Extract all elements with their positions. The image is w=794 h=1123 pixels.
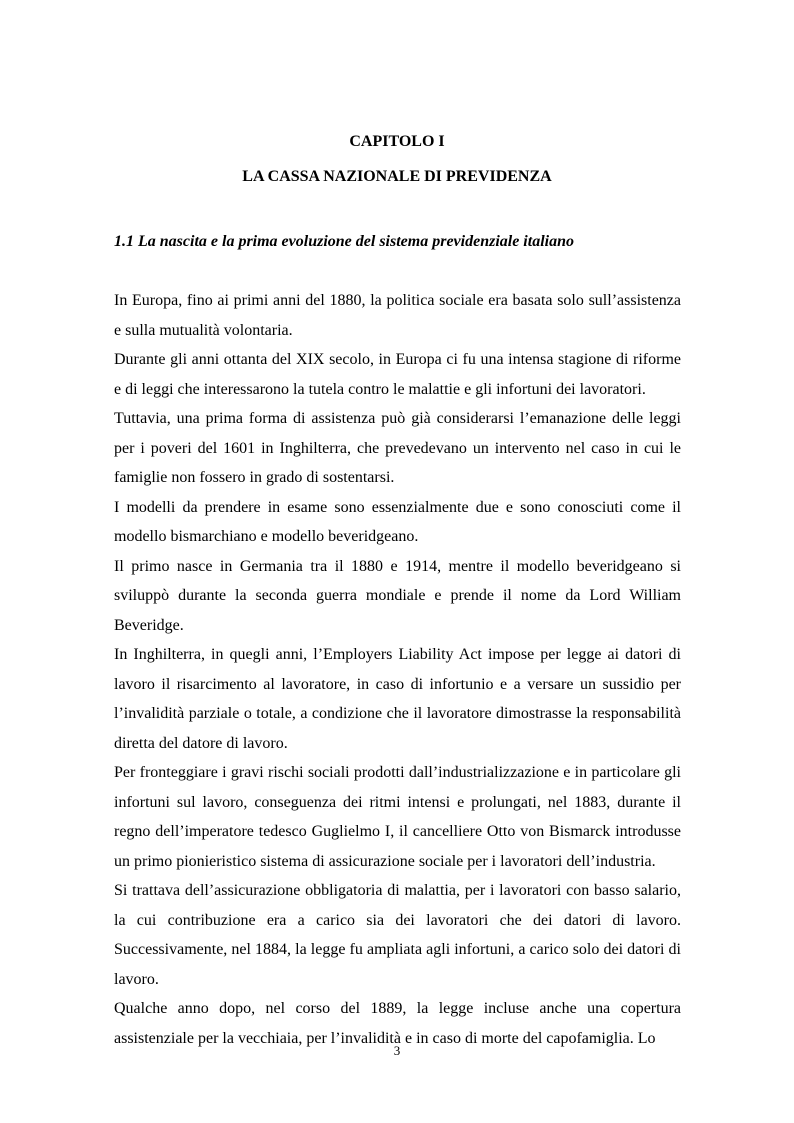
paragraph: Tuttavia, una prima forma di assistenza può già considerarsi l’emanazione delle leggi per i poveri del 1601 in Inghilterra, che prevedevano un intervento nel caso in cui le famiglie non fossero in grado di sostentarsi. xyxy=(114,410,681,486)
paragraph: Qualche anno dopo, nel corso del 1889, la legge incluse anche una copertura assistenziale per la vecchiaia, per l’invalidità e in caso di morte del capofamiglia. Lo xyxy=(114,1000,681,1047)
chapter-title: LA CASSA NAZIONALE DI PREVIDENZA xyxy=(242,168,552,185)
body-text xyxy=(114,286,681,1053)
paragraph: Durante gli anni ottanta del XIX secolo, in Europa ci fu una intensa stagione di riforme e di leggi che interessarono la tutela contro le malattie e gli infortuni dei lavoratori. xyxy=(114,351,681,398)
paragraph: I modelli da prendere in esame sono essenzialmente due e sono conosciuti come il modello bismarchiano e modello beveridgeano. xyxy=(114,498,681,545)
section-heading: 1.1 La nascita e la prima evoluzione del sistema previdenziale italiano xyxy=(114,233,574,250)
paragraph: Si trattava dell’assicurazione obbligatoria di malattia, per i lavoratori con basso salario, la cui contribuzione era a carico sia dei lavoratori che dei datori di lavoro. Successivamente, nel 1884, la legge fu ampliata agli infortuni, a carico solo dei datori di lavoro. xyxy=(114,882,681,988)
paragraph: In Europa, fino ai primi anni del 1880, la politica sociale era basata solo sull’assistenza e sulla mutualità volontaria. xyxy=(114,292,681,339)
paragraph: Il primo nasce in Germania tra il 1880 e 1914, mentre il modello beveridgeano si sviluppò durante la seconda guerra mondiale e prende il nome da Lord William Beveridge. xyxy=(114,557,681,634)
chapter-label: CAPITOLO I xyxy=(349,133,445,150)
page-number: 3 xyxy=(393,1043,401,1058)
paragraph: Per fronteggiare i gravi rischi sociali prodotti dall’industrializzazione e in particolare gli infortuni sul lavoro, conseguenza dei ritmi intensi e prolungati, nel 1883, durante il regno dell’imperatore tedesco Guglielmo I, il cancelliere Otto von Bismarck introdusse un primo pionieristico sistema di assicurazione sociale per i lavoratori dell’industria. xyxy=(114,764,681,870)
paragraph: In Inghilterra, in quegli anni, l’Employers Liability Act impose per legge ai datori di lavoro il risarcimento al lavoratore, in caso di infortunio e a versare un sussidio per l’invalidità parziale o totale, a condizione che il lavoratore dimostrasse la responsabilità diretta del datore di lavoro. xyxy=(114,646,681,752)
